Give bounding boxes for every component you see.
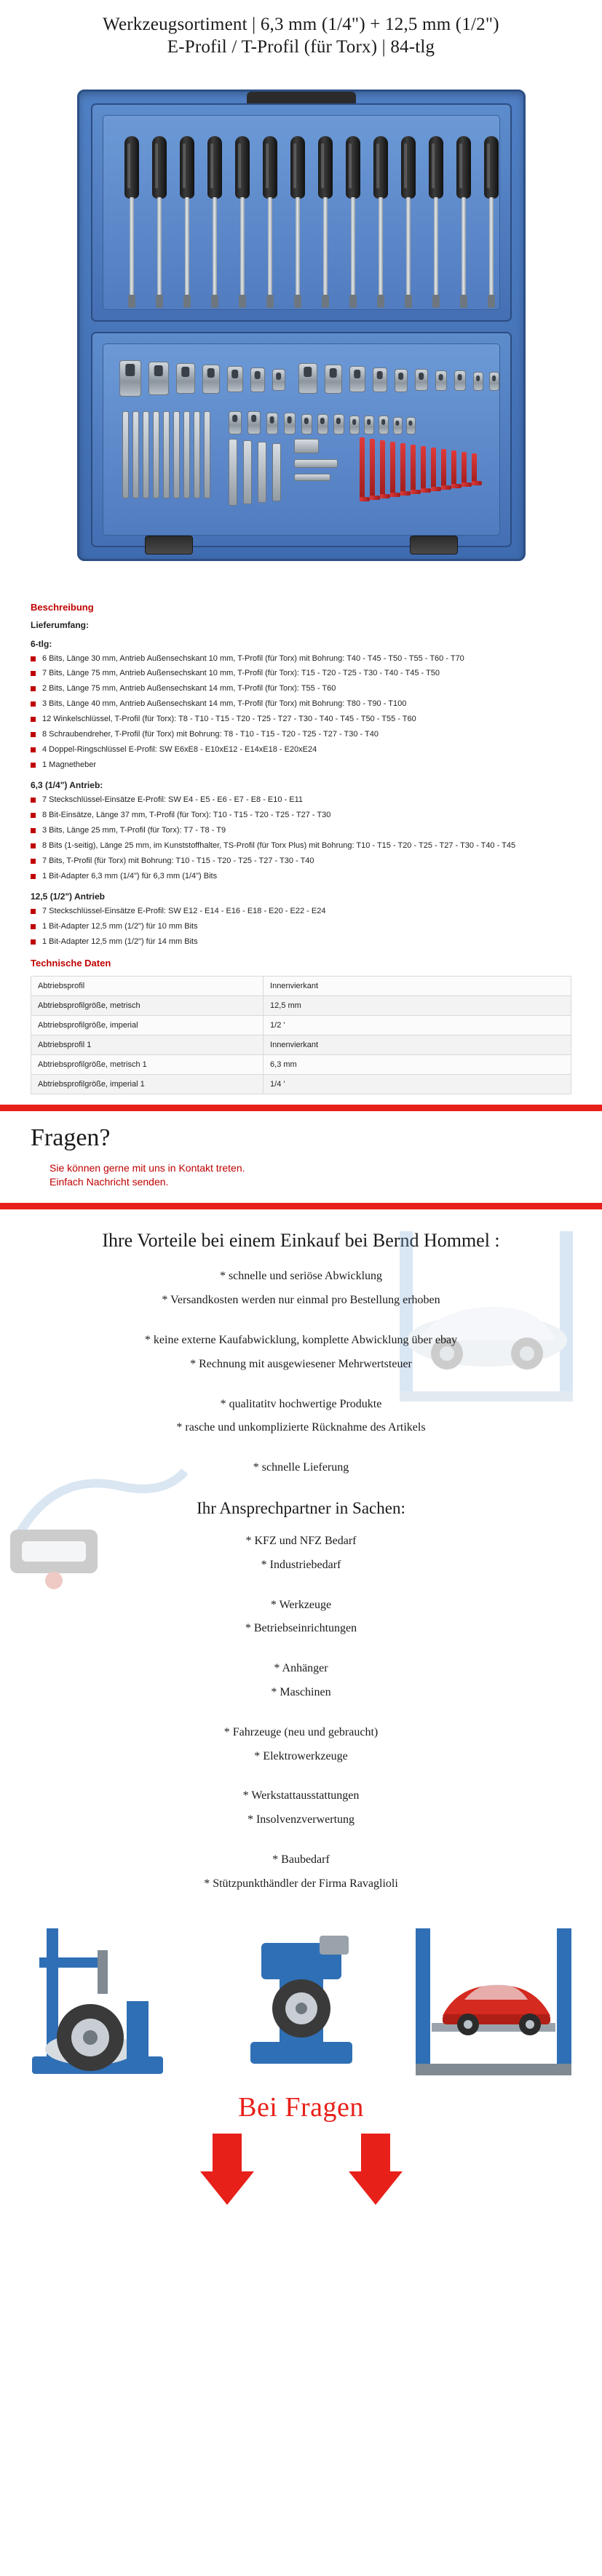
machine-gallery <box>0 1907 602 2088</box>
divider-band-top <box>0 1105 602 1111</box>
benefit-item: * rasche und unkomplizierte Rücknahme des Artikels <box>176 1421 426 1434</box>
description-section <box>0 587 602 1105</box>
screwdriver <box>233 136 252 309</box>
group1-list <box>31 653 571 772</box>
screwdriver <box>150 136 169 309</box>
ring-spanner <box>229 439 237 506</box>
list-item: 6 Bits, Länge 30 mm, Antrieb Außensechskant 10 mm, T-Profil (für Torx) mit Bohrung: T40 - T45 - T50 - T55 - T60 - T70 <box>31 653 571 665</box>
list-item: 8 Bits (1-seitig), Länge 25 mm, im Kunststoffhalter, TS-Profil (für Torx Plus) mit Bohrung: T10 - T15 - T20 - T25 - T27 - T30 - T40 - T45 <box>31 840 571 852</box>
list-item: 8 Bit-Einsätze, Länge 37 mm, T-Profil (für Torx): T10 - T15 - T20 - T25 - T27 - T30 <box>31 810 571 822</box>
table-row <box>31 996 571 1016</box>
page-title <box>0 0 602 63</box>
questions-heading: Fragen? <box>31 1124 111 1152</box>
screwdriver <box>454 136 473 309</box>
car-lift-graphic <box>403 1914 585 2088</box>
case-lid <box>91 103 512 322</box>
screwdriver <box>344 136 363 309</box>
list-item: 1 Magnetheber <box>31 760 571 771</box>
ring-spanner-set <box>119 439 483 512</box>
case-latch[interactable] <box>145 536 193 554</box>
group2-list <box>31 795 571 883</box>
spec-key: Abtriebsprofilgröße, metrisch <box>31 996 264 1016</box>
socket <box>272 369 285 391</box>
screwdriver <box>316 136 335 309</box>
ring-spanner <box>272 443 281 501</box>
benefits-heading: Ihre Vorteile bei einem Einkauf bei Bernd Hommel : <box>102 1230 500 1252</box>
arrow-row <box>0 2128 602 2219</box>
base-tray <box>103 343 500 536</box>
divider-band-bottom <box>0 1203 602 1209</box>
product-image <box>61 71 542 587</box>
list-item: 12 Winkelschlüssel, T-Profil (für Torx): T8 - T10 - T15 - T20 - T25 - T27 - T30 - T40 - T45 - T50 - T55 - T60 <box>31 714 571 726</box>
contact-item: * Werkstattausstattungen <box>242 1789 360 1802</box>
title-line-2: E-Profil / T-Profil (für Torx) | 84-tlg <box>167 37 435 57</box>
contact-item: * Baubedarf <box>272 1853 330 1866</box>
case-latch[interactable] <box>410 536 458 554</box>
spec-key: Abtriebsprofilgröße, imperial <box>31 1016 264 1035</box>
spec-key: Abtriebsprofilgröße, imperial 1 <box>31 1075 264 1094</box>
socket <box>202 365 220 394</box>
table-row <box>31 977 571 996</box>
specs-heading: Technische Daten <box>31 958 111 969</box>
lid-tray <box>103 115 500 310</box>
table-row <box>31 1055 571 1075</box>
list-item: 7 Bits, T-Profil (für Torx) mit Bohrung: T10 - T15 - T20 - T25 - T27 - T30 - T40 <box>31 856 571 867</box>
contact-item: * Maschinen <box>271 1686 331 1698</box>
benefit-item: * Rechnung mit ausgewiesener Mehrwertsteuer <box>190 1357 412 1370</box>
socket <box>148 362 169 395</box>
benefit-item: * keine externe Kaufabwicklung, komplette Abwicklung über ebay <box>144 1334 458 1347</box>
contact-item: * Insolvenzverwertung <box>247 1813 355 1826</box>
contact-item: * Anhänger <box>274 1662 328 1675</box>
case-base <box>91 332 512 547</box>
screwdriver <box>399 136 418 309</box>
socket-row-large <box>119 356 483 399</box>
down-arrow-icon <box>349 2134 403 2205</box>
socket <box>435 370 447 391</box>
benefits-section <box>0 1209 602 1906</box>
screwdriver <box>122 136 141 309</box>
questions-section <box>0 1111 602 1203</box>
list-item: 7 Steckschlüssel-Einsätze E-Profil: SW E12 - E14 - E16 - E18 - E20 - E22 - E24 <box>31 906 571 918</box>
screwdriver <box>178 136 197 309</box>
ring-spanner <box>243 440 252 504</box>
list-item: 3 Bits, Länge 40 mm, Antrieb Außensechskant 14 mm, T-Profil (für Torx) mit Bohrung: T80 - T90 - T100 <box>31 699 571 710</box>
spec-key: Abtriebsprofilgröße, metrisch 1 <box>31 1055 264 1075</box>
screwdriver <box>371 136 390 309</box>
spec-value: 1/2 ' <box>264 1016 571 1035</box>
tool-case <box>77 90 526 561</box>
contact-item: * Elektrowerkzeuge <box>254 1749 348 1762</box>
spec-value: Innenvierkant <box>264 977 571 996</box>
list-item: 1 Bit-Adapter 12,5 mm (1/2") für 10 mm Bits <box>31 921 571 933</box>
spec-value: 6,3 mm <box>264 1055 571 1075</box>
screwdriver <box>261 136 280 309</box>
list-item: 7 Steckschlüssel-Einsätze E-Profil: SW E4 - E5 - E6 - E7 - E8 - E10 - E11 <box>31 795 571 806</box>
extension-bar <box>294 459 338 468</box>
benefit-item: * schnelle Lieferung <box>253 1461 349 1474</box>
spec-value: 1/4 ' <box>264 1075 571 1094</box>
table-row <box>31 1035 571 1055</box>
list-item: 1 Bit-Adapter 6,3 mm (1/4") für 6,3 mm (1/4") Bits <box>31 871 571 883</box>
spec-value: Innenvierkant <box>264 1035 571 1055</box>
table-row <box>31 1016 571 1035</box>
cta-text: Bei Fragen <box>238 2091 364 2123</box>
down-arrow-icon <box>200 2134 254 2205</box>
list-item: 8 Schraubendreher, T-Profil (für Torx) mit Bohrung: T8 - T10 - T15 - T20 - T25 - T27 - T30 - T40 <box>31 729 571 741</box>
socket <box>349 366 365 392</box>
benefit-item: * Versandkosten werden nur einmal pro Bestellung erhoben <box>162 1294 440 1307</box>
contact-item: * KFZ und NFZ Bedarf <box>245 1535 357 1548</box>
spec-key: Abtriebsprofil <box>31 977 264 996</box>
list-item: 1 Bit-Adapter 12,5 mm (1/2") für 14 mm Bits <box>31 937 571 948</box>
list-item: 4 Doppel-Ringschlüssel E-Profil: SW E6xE8 - E10xE12 - E14xE18 - E20xE24 <box>31 744 571 756</box>
tyre-changer-graphic <box>17 1914 199 2088</box>
socket <box>250 367 265 392</box>
screwdriver <box>288 136 307 309</box>
benefit-item: * qualitatitv hochwertige Produkte <box>220 1397 382 1410</box>
cta-section <box>0 2088 602 2128</box>
scope-heading: Lieferumfang: <box>31 619 90 630</box>
group3-list <box>31 906 571 948</box>
socket <box>489 372 499 391</box>
socket <box>395 369 408 392</box>
socket <box>373 367 387 392</box>
benefit-item: * schnelle und seriöse Abwicklung <box>219 1270 383 1283</box>
machine-image-tyre-changer <box>17 1914 199 2088</box>
socket <box>454 370 466 391</box>
socket <box>227 366 243 392</box>
spec-key: Abtriebsprofil 1 <box>31 1035 264 1055</box>
spec-value: 12,5 mm <box>264 996 571 1016</box>
socket <box>176 363 195 394</box>
group3-heading: 12,5 (1/2") Antrieb <box>31 891 105 902</box>
machine-image-car-lift <box>403 1914 585 2088</box>
wheel-balancer-graphic <box>210 1914 392 2088</box>
socket <box>298 363 317 394</box>
screwdriver-row <box>122 136 480 311</box>
list-item: 3 Bits, Länge 25 mm, T-Profil (für Torx): T7 - T8 - T9 <box>31 825 571 837</box>
screwdriver <box>427 136 445 309</box>
socket <box>473 372 483 391</box>
table-row <box>31 1075 571 1094</box>
socket <box>325 365 342 394</box>
contact-heading: Ihr Ansprechpartner in Sachen: <box>197 1499 405 1518</box>
description-heading: Beschreibung <box>31 601 94 613</box>
list-item: 7 Bits, Länge 75 mm, Antrieb Außensechskant 10 mm, T-Profil (für Torx): T15 - T20 - T25 - T30 - T40 - T45 - T50 <box>31 668 571 680</box>
contact-item: * Industriebedarf <box>261 1558 341 1571</box>
specs-table <box>31 976 571 1094</box>
questions-line-1: Sie können gerne mit uns in Kontakt treten. <box>49 1162 245 1174</box>
screwdriver <box>205 136 224 309</box>
title-line-1: Werkzeugsortiment | 6,3 mm (1/4") + 12,5 mm (1/2") <box>103 15 499 34</box>
socket <box>119 360 141 397</box>
ratchet <box>294 439 319 453</box>
contact-item: * Fahrzeuge (neu und gebraucht) <box>223 1725 379 1738</box>
group2-heading: 6,3 (1/4") Antrieb: <box>31 780 103 790</box>
list-item: 2 Bits, Länge 75 mm, Antrieb Außensechskant 14 mm, T-Profil (für Torx): T55 - T60 <box>31 683 571 695</box>
questions-line-2: Einfach Nachricht senden. <box>49 1176 169 1188</box>
machine-image-balancer <box>210 1914 392 2088</box>
group1-heading: 6-tlg: <box>31 638 52 649</box>
ring-spanner <box>258 442 266 503</box>
screwdriver <box>482 136 501 309</box>
extension-bar <box>294 474 330 481</box>
contact-item: * Betriebseinrichtungen <box>245 1622 357 1635</box>
socket <box>415 369 428 391</box>
contact-item: * Werkzeuge <box>270 1598 332 1611</box>
contact-item: * Stützpunkthändler der Firma Ravaglioli <box>204 1877 398 1890</box>
